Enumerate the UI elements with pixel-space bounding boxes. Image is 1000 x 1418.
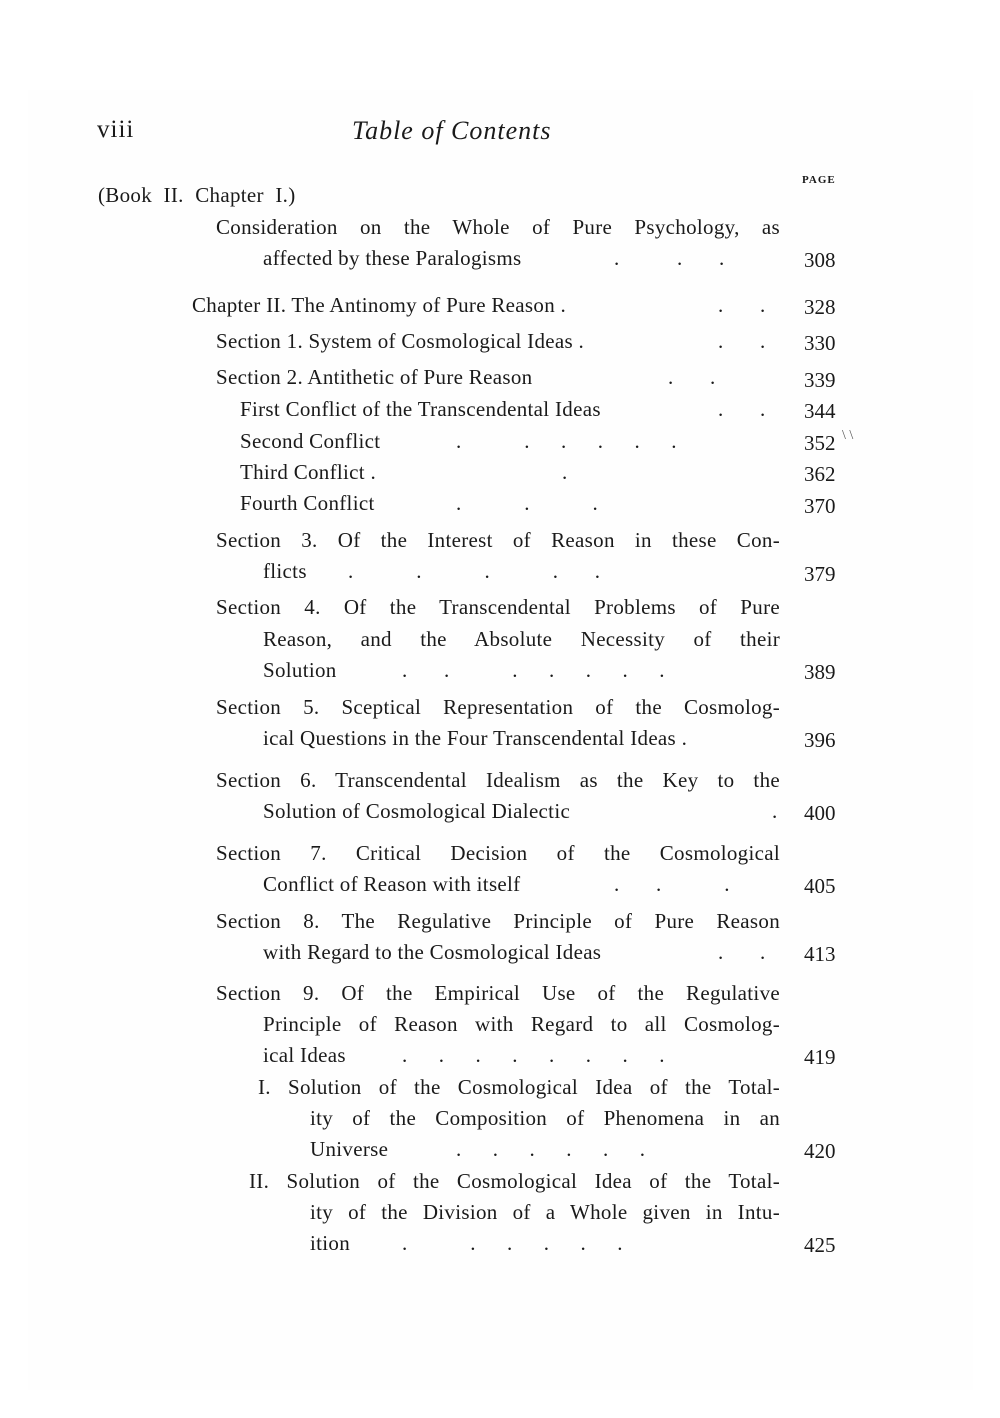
- toc-entry-section-7: Section 7. Critical Decision of the Cosmological: [216, 841, 780, 865]
- page-folio: viii: [97, 116, 135, 143]
- page-number: 405: [804, 874, 836, 898]
- leader-dots: . . . . . . . .: [402, 1043, 665, 1067]
- page-number: 352: [804, 431, 836, 455]
- toc-entry-solution-2: II. Solution of the Cosmological Idea of the Total-: [249, 1169, 780, 1193]
- toc-entry-book-chapter: (Book II. Chapter I.): [98, 183, 296, 207]
- toc-entry-third-conflict: Third Conflict .: [240, 460, 377, 484]
- page-number: 420: [804, 1139, 836, 1163]
- toc-entry-section-9: Section 9. Of the Empirical Use of the Regulative: [216, 981, 780, 1005]
- leader-dots: . .: [718, 293, 766, 317]
- toc-entry-section-5: Section 5. Sceptical Representation of the Cosmolog-: [216, 695, 780, 719]
- leader-dots: . . . . . .: [456, 429, 677, 453]
- toc-entry-section-8-cont: with Regard to the Cosmological Ideas: [263, 940, 602, 964]
- toc-entry-section-4-cont: Reason, and the Absolute Necessity of their: [263, 627, 780, 651]
- page-number: 370: [804, 494, 836, 518]
- leader-dots: . .: [718, 940, 766, 964]
- pencil-mark-icon: \ \: [842, 428, 854, 443]
- leader-dots: . .: [668, 365, 716, 389]
- leader-dots: . . . . . .: [456, 1137, 645, 1161]
- toc-entry-section-5-cont: ical Questions in the Four Transcendental Ideas .: [263, 726, 688, 750]
- leader-dots: . . .: [614, 246, 725, 270]
- toc-entry-section-1: Section 1. System of Cosmological Ideas .: [216, 329, 585, 353]
- leader-dots: . . .: [456, 491, 598, 515]
- toc-entry-solution-2-cont: ity of the Division of a Whole given in Intu-: [310, 1200, 780, 1224]
- toc-entry-second-conflict: Second Conflict: [240, 429, 381, 453]
- leader-dots: . .: [718, 397, 766, 421]
- toc-entry-section-9-end: ical Ideas: [263, 1043, 346, 1067]
- page-number: 425: [804, 1233, 836, 1257]
- toc-entry-section-8: Section 8. The Regulative Principle of Pure Reason: [216, 909, 780, 933]
- page-number: 308: [804, 248, 836, 272]
- toc-entry-consideration: Consideration on the Whole of Pure Psychology, as: [216, 215, 780, 239]
- leader-dots: . . . . .: [348, 559, 600, 583]
- page-number: 400: [804, 801, 836, 825]
- toc-entry-solution-1: I. Solution of the Cosmological Idea of the Total-: [258, 1075, 780, 1099]
- toc-entry-section-4-end: Solution: [263, 658, 337, 682]
- toc-entry-first-conflict: First Conflict of the Transcendental Ideas: [240, 397, 601, 421]
- toc-entry-section-7-cont: Conflict of Reason with itself: [263, 872, 521, 896]
- toc-entry-section-4: Section 4. Of the Transcendental Problems of Pure: [216, 595, 780, 619]
- toc-entry-section-6-cont: Solution of Cosmological Dialectic: [263, 799, 571, 823]
- toc-entry-solution-1-cont: ity of the Composition of Phenomena in an: [310, 1106, 780, 1130]
- page-number: 379: [804, 562, 836, 586]
- toc-entry-section-6: Section 6. Transcendental Idealism as the Key to the: [216, 768, 780, 792]
- leader-dots: . . . . . .: [402, 1231, 623, 1255]
- toc-entry-section-9-cont: Principle of Reason with Regard to all Cosmolog-: [263, 1012, 780, 1036]
- page-number: 328: [804, 295, 836, 319]
- toc-entry-section-2: Section 2. Antithetic of Pure Reason: [216, 365, 533, 389]
- toc-entry-fourth-conflict: Fourth Conflict: [240, 491, 375, 515]
- page-number: 396: [804, 728, 836, 752]
- page-number: 330: [804, 331, 836, 355]
- toc-entry-solution-2-end: ition: [310, 1231, 351, 1255]
- page-number: 362: [804, 462, 836, 486]
- page-number: 419: [804, 1045, 836, 1069]
- toc-entry-paralogisms: affected by these Paralogisms: [263, 246, 522, 270]
- leader-dots: . . .: [614, 872, 730, 896]
- leader-dots: . . . . . . .: [402, 658, 665, 682]
- leader-dots: .: [772, 799, 778, 823]
- toc-entry-solution-1-end: Universe: [310, 1137, 389, 1161]
- page-column-label: PAGE: [802, 174, 836, 186]
- running-title: Table of Contents: [352, 116, 552, 145]
- toc-entry-section-3-cont: flicts: [263, 559, 307, 583]
- page-number: 413: [804, 942, 836, 966]
- page-number: 339: [804, 368, 836, 392]
- page-number: 389: [804, 660, 836, 684]
- toc-entry-chapter-two: Chapter II. The Antinomy of Pure Reason .: [192, 293, 567, 317]
- toc-entry-section-3: Section 3. Of the Interest of Reason in these Con-: [216, 528, 780, 552]
- leader-dots: . .: [718, 329, 766, 353]
- leader-dots: .: [562, 460, 568, 484]
- page-number: 344: [804, 399, 836, 423]
